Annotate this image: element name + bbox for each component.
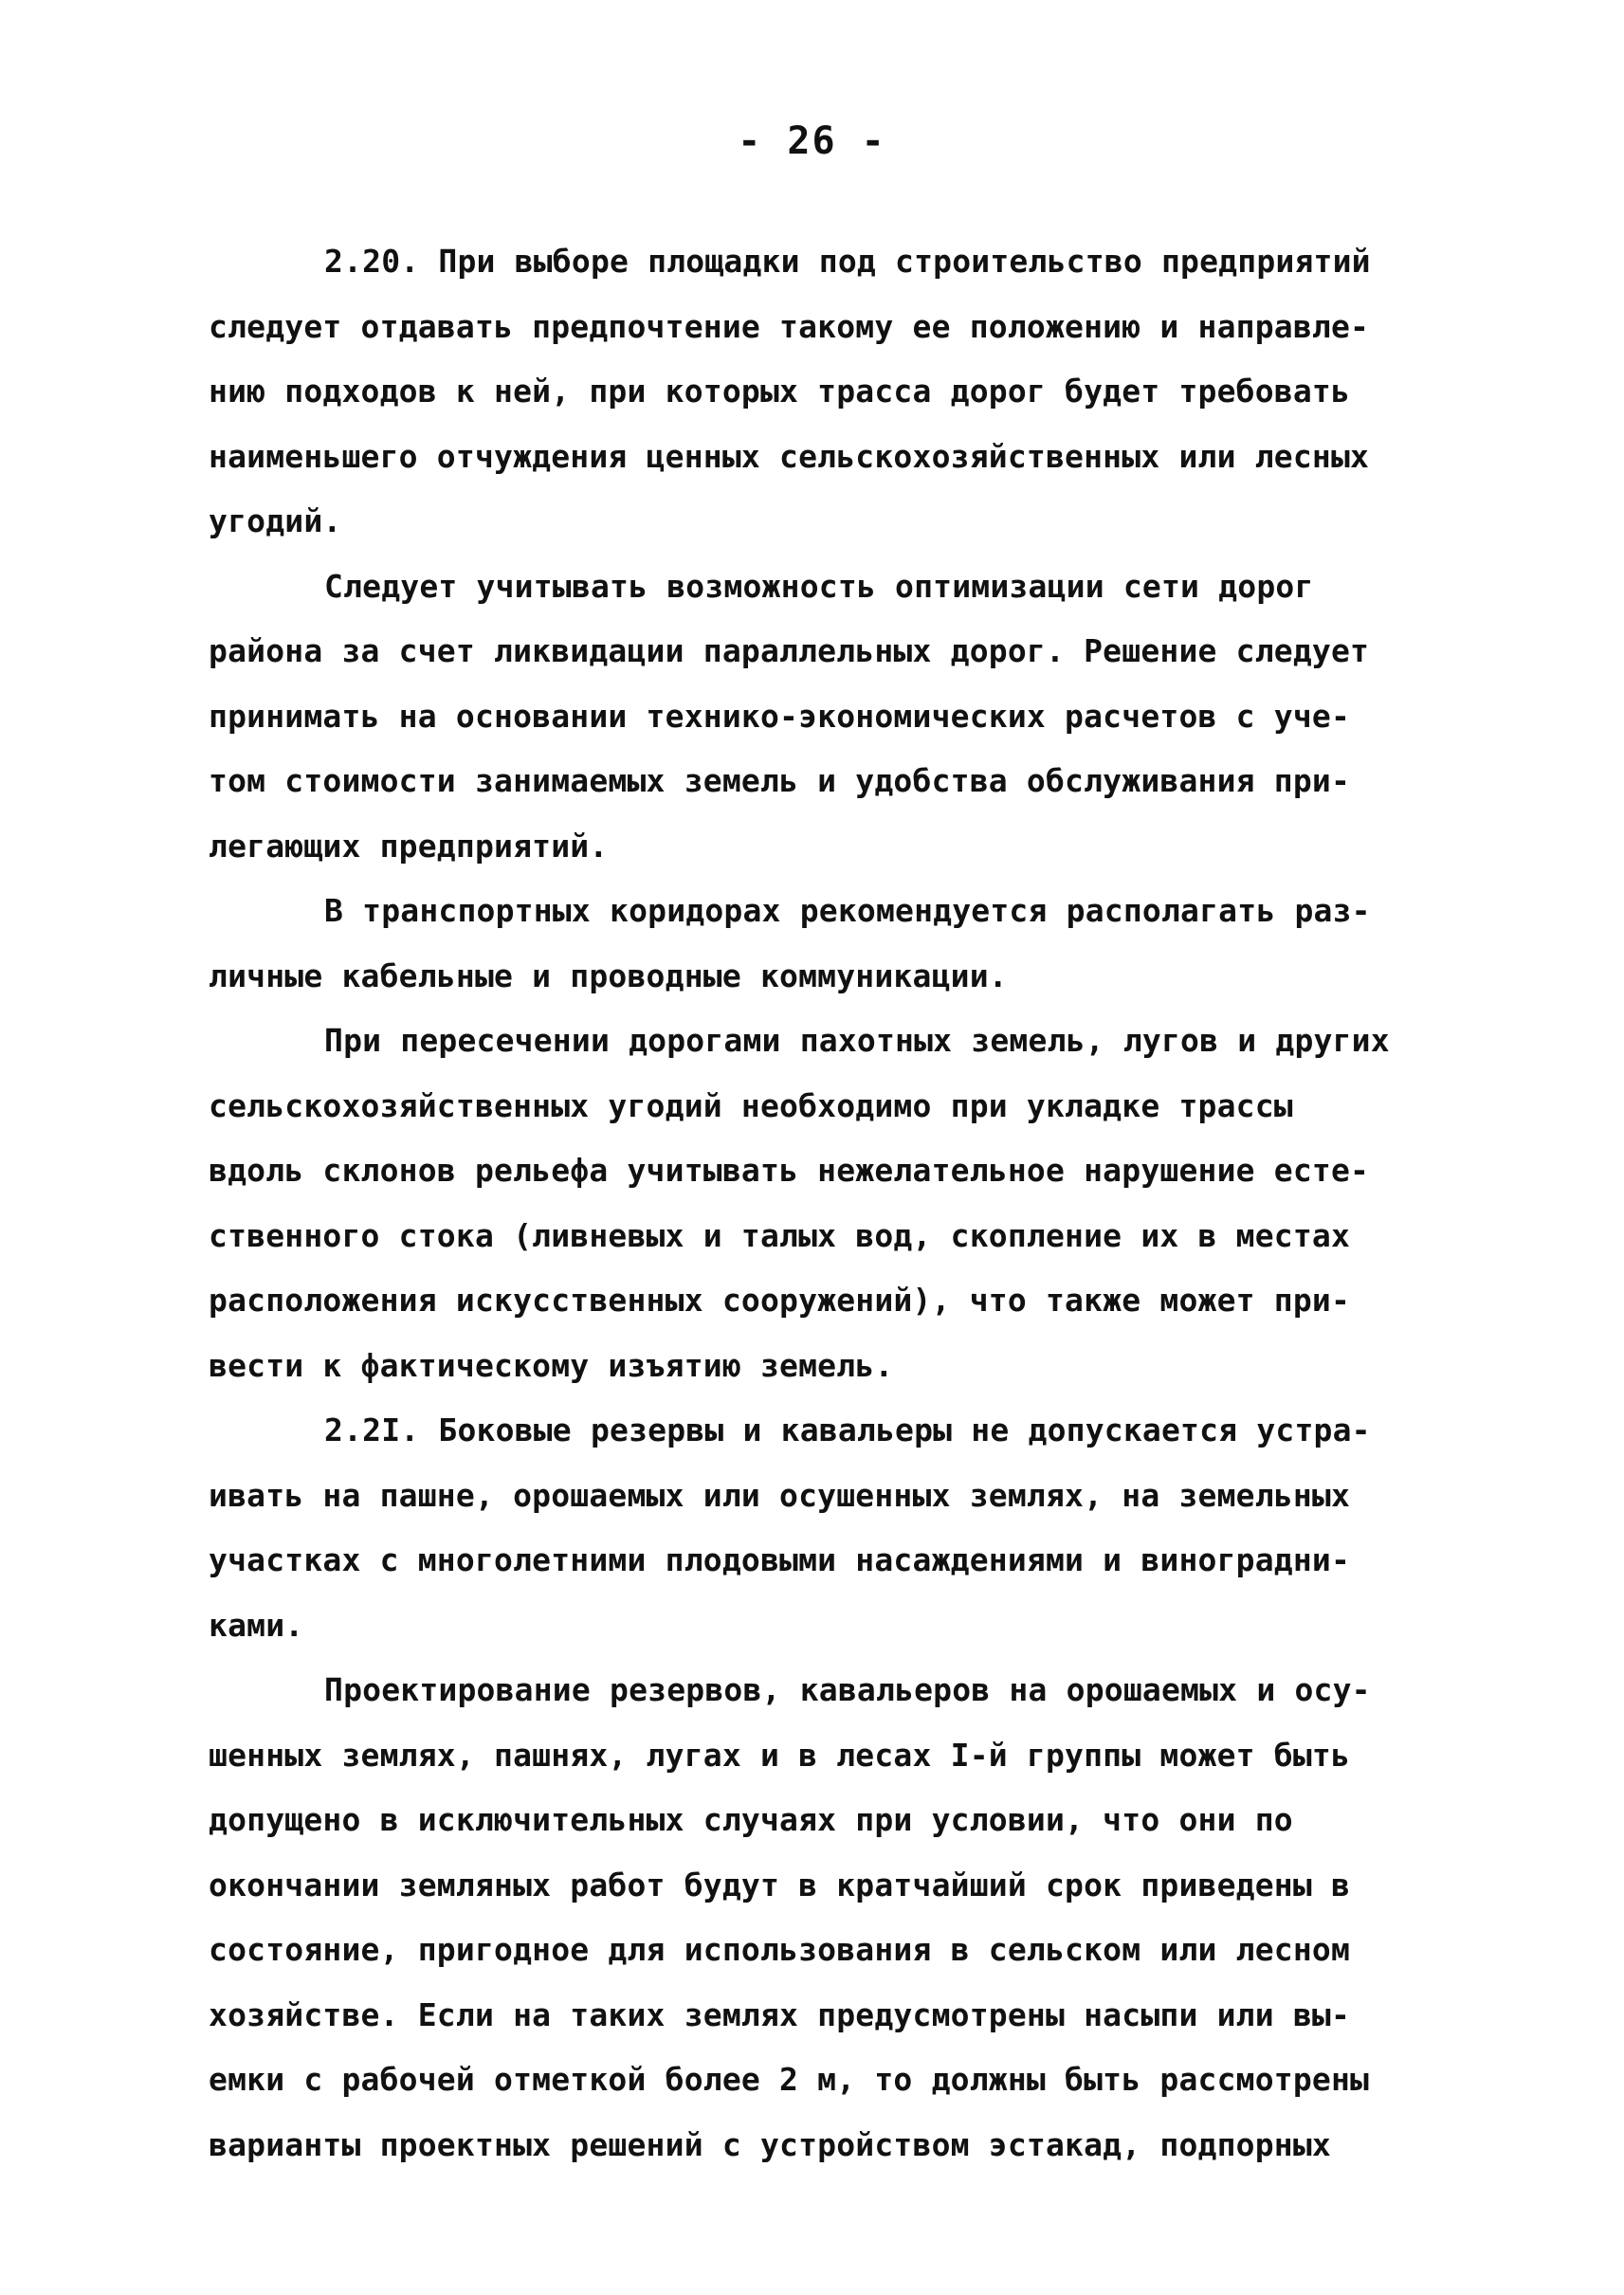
text-line: ивать на пашне, орошаемых или осушенных землях, на земельных xyxy=(209,1476,1351,1514)
text-line: емки с рабочей отметкой более 2 м, то должны быть рассмотрены xyxy=(209,2061,1370,2098)
text-line: Проектирование резервов, кавальеров на орошаемых и осу- xyxy=(324,1671,1371,1708)
text-line: личные кабельные и проводные коммуникации. xyxy=(209,956,1008,994)
text-line: ками. xyxy=(209,1606,304,1644)
text-line: вести к фактическому изъятию земель. xyxy=(209,1346,894,1384)
text-line: шенных землях, пашнях, лугах и в лесах I-й группы может быть xyxy=(209,1736,1351,1774)
page-number: - 26 - xyxy=(738,119,886,163)
text-line: варианты проектных решений с устройством эстакад, подпорных xyxy=(209,2125,1331,2163)
text-line: легающих предприятий. xyxy=(209,827,609,865)
text-line: нию подходов к ней, при которых трасса дорог будет требовать xyxy=(209,373,1351,410)
text-line: вдоль склонов рельефа учитывать нежелательное нарушение есте- xyxy=(209,1152,1370,1189)
text-line: расположения искусственных сооружений), что также может при- xyxy=(209,1282,1351,1319)
text-line: состояние, пригодное для использования в сельском или лесном xyxy=(209,1931,1351,1968)
text-line: В транспортных коридорах рекомендуется располагать раз- xyxy=(324,892,1371,929)
text-line: 2.20. При выборе площадки под строительство предприятий xyxy=(324,243,1371,280)
text-line: угодий. xyxy=(209,502,342,539)
text-line: следует отдавать предпочтение такому ее положению и направле- xyxy=(209,307,1370,345)
text-line: 2.2I. Боковые резервы и кавальеры не допускается устра- xyxy=(324,1412,1371,1448)
text-line: района за счет ликвидации параллельных дорог. Решение следует xyxy=(209,632,1370,669)
text-line: окончании земляных работ будут в кратчайший срок приведены в xyxy=(209,1866,1351,1903)
text-line: При пересечении дорогами пахотных земель, лугов и других xyxy=(324,1022,1390,1059)
text-line: наименьшего отчуждения ценных сельскохозяйственных или лесных xyxy=(209,437,1370,475)
text-line: ственного стока (ливневых и талых вод, скопление их в местах xyxy=(209,1216,1351,1254)
text-line: том стоимости занимаемых земель и удобства обслуживания при- xyxy=(209,762,1351,799)
text-line: допущено в исключительных случаях при условии, что они по xyxy=(209,1801,1293,1838)
text-line: принимать на основании технико-экономических расчетов с уче- xyxy=(209,697,1351,735)
text-line: Следует учитывать возможность оптимизации сети дорог xyxy=(324,567,1314,605)
text-line: сельскохозяйственных угодий необходимо при укладке трассы xyxy=(209,1086,1293,1124)
text-line: участках с многолетними плодовыми насаждениями и виноградни- xyxy=(209,1541,1351,1578)
document-body xyxy=(209,229,1441,2177)
text-line: хозяйстве. Если на таких землях предусмотрены насыпи или вы- xyxy=(209,1995,1351,2033)
